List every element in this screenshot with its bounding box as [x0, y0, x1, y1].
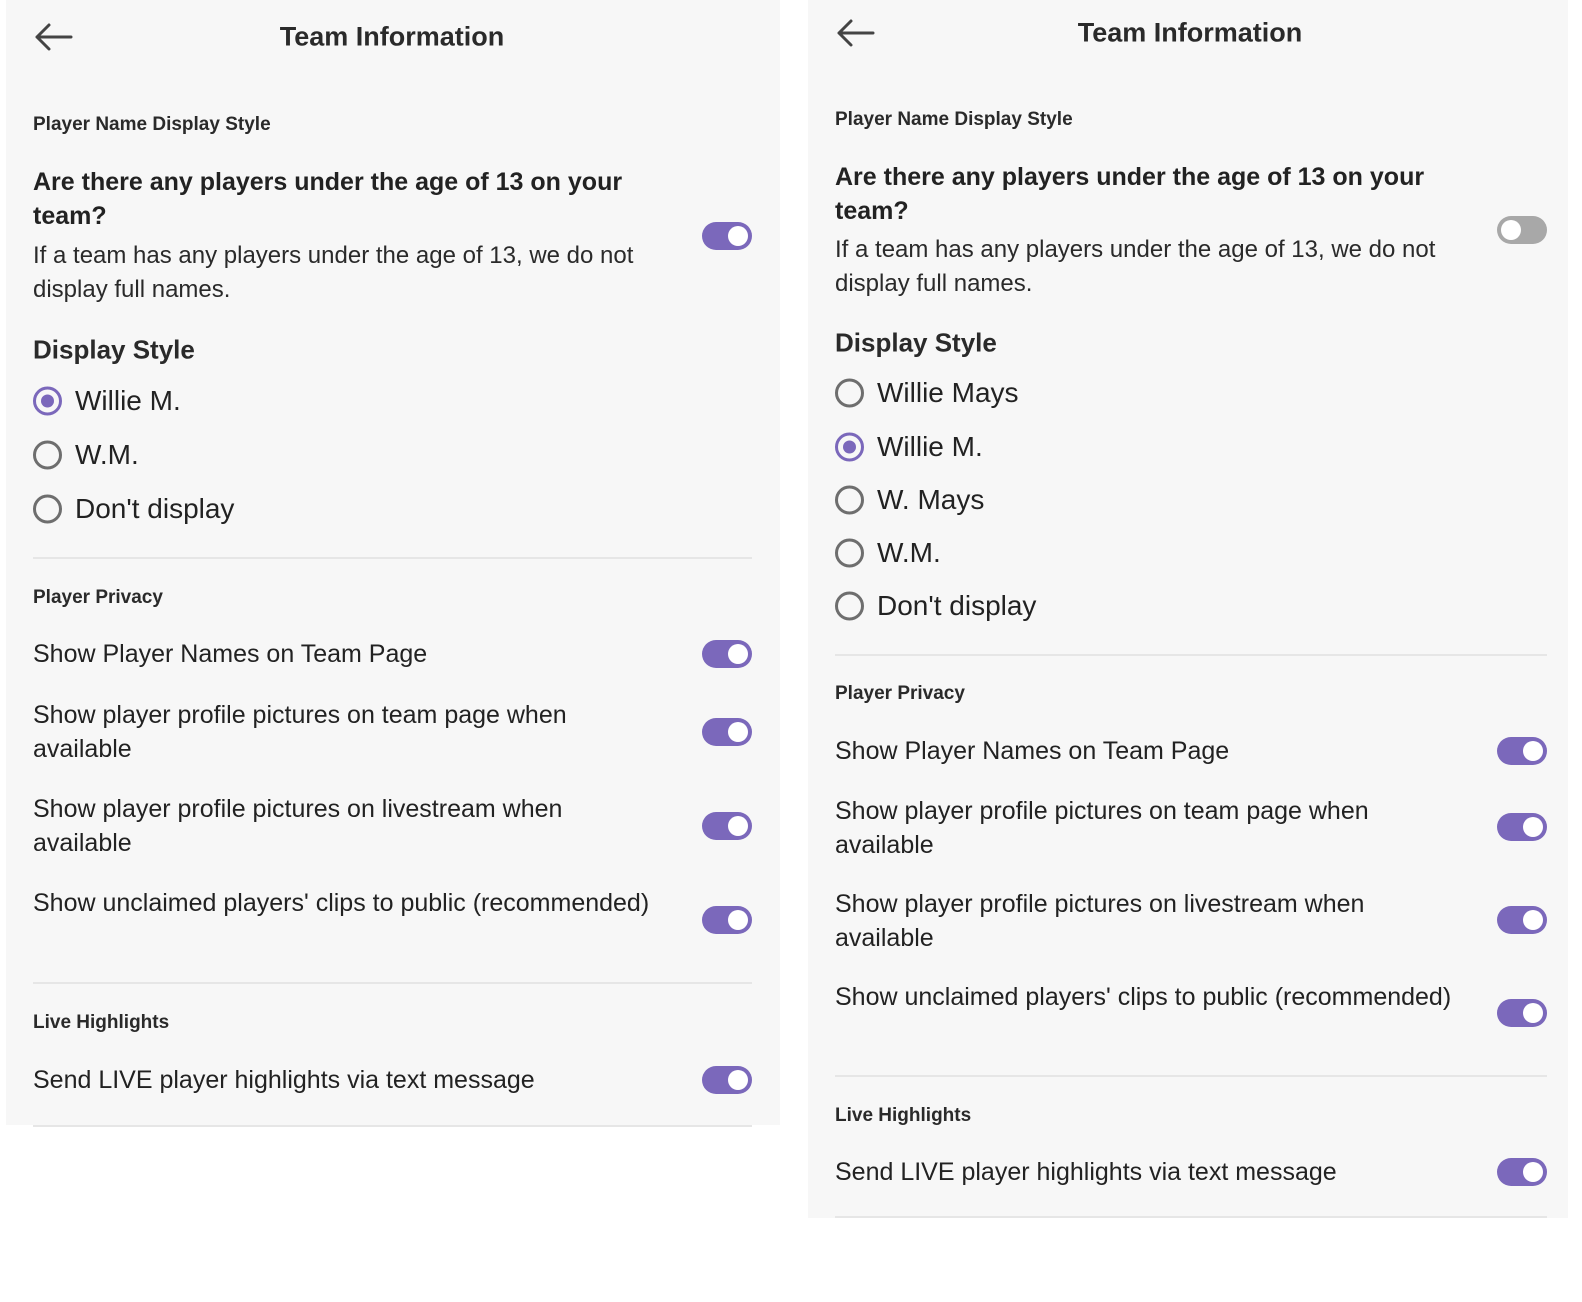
divider	[33, 1125, 752, 1127]
under-13-question: Are there any players under the age of 13 on your team?	[835, 163, 1425, 225]
radio-button[interactable]	[33, 441, 62, 470]
page-title: Team Information	[1077, 17, 1303, 48]
live-highlights-label: Send LIVE player highlights via text message	[835, 1158, 1337, 1186]
radio-button[interactable]	[835, 379, 864, 408]
radio-button[interactable]	[835, 486, 864, 515]
arrow-left-icon	[33, 22, 73, 52]
live-highlights-toggle[interactable]	[1497, 1158, 1547, 1186]
privacy-toggle[interactable]	[702, 718, 752, 746]
page-title: Team Information	[279, 21, 505, 52]
under-13-question: Are there any players under the age of 13 on your team?	[33, 168, 623, 230]
radio-label[interactable]: Willie M.	[75, 385, 181, 416]
radio-label[interactable]: Don't display	[877, 590, 1037, 621]
display-style-heading: Display Style	[835, 327, 997, 358]
section-header-player-privacy: Player Privacy	[33, 587, 163, 608]
radio-label[interactable]: W. Mays	[877, 484, 985, 515]
privacy-setting-label: Show Player Names on Team Page	[835, 737, 1230, 765]
privacy-toggle[interactable]	[702, 906, 752, 934]
privacy-toggle[interactable]	[1497, 737, 1547, 765]
privacy-toggle[interactable]	[1497, 813, 1547, 841]
arrow-left-icon	[835, 18, 875, 48]
privacy-toggle[interactable]	[1497, 906, 1547, 934]
divider	[835, 1216, 1547, 1218]
privacy-setting-label: Show player profile pictures on livestream when available	[33, 795, 563, 857]
privacy-toggle[interactable]	[702, 640, 752, 668]
live-highlights-label: Send LIVE player highlights via text message	[33, 1066, 535, 1094]
section-header-live-highlights: Live Highlights	[835, 1105, 972, 1126]
back-button[interactable]	[33, 22, 73, 52]
divider	[33, 557, 752, 559]
radio-label[interactable]: W.M.	[75, 439, 139, 470]
back-button[interactable]	[835, 18, 875, 48]
radio-button[interactable]	[835, 433, 864, 462]
radio-label[interactable]: Willie Mays	[877, 377, 1019, 408]
radio-button[interactable]	[835, 539, 864, 568]
divider	[33, 982, 752, 984]
radio-button[interactable]	[33, 387, 62, 416]
privacy-toggle[interactable]	[1497, 999, 1547, 1027]
section-header-player-privacy: Player Privacy	[835, 683, 965, 704]
privacy-setting-label: Show player profile pictures on livestream when available	[835, 890, 1365, 952]
under-13-description: If a team has any players under the age of 13, we do not display full names.	[33, 242, 634, 303]
live-highlights-toggle[interactable]	[702, 1066, 752, 1094]
privacy-setting-label: Show player profile pictures on team page when available	[33, 701, 567, 763]
radio-button[interactable]	[33, 495, 62, 524]
display-style-heading: Display Style	[33, 334, 195, 365]
privacy-setting-label: Show Player Names on Team Page	[33, 640, 428, 668]
section-header-name-display: Player Name Display Style	[835, 109, 1073, 130]
divider	[835, 654, 1547, 656]
under-13-toggle[interactable]	[702, 222, 752, 250]
under-13-description: If a team has any players under the age of 13, we do not display full names.	[835, 236, 1436, 297]
section-header-live-highlights: Live Highlights	[33, 1012, 170, 1033]
privacy-toggle[interactable]	[702, 812, 752, 840]
under-13-toggle[interactable]	[1497, 216, 1547, 244]
privacy-setting-label: Show unclaimed players' clips to public (recommended)	[835, 983, 1452, 1011]
radio-label[interactable]: W.M.	[877, 537, 941, 568]
privacy-setting-label: Show player profile pictures on team page when available	[835, 797, 1369, 859]
privacy-setting-label: Show unclaimed players' clips to public (recommended)	[33, 889, 650, 917]
section-header-name-display: Player Name Display Style	[33, 114, 271, 135]
radio-button[interactable]	[835, 592, 864, 621]
radio-label[interactable]: Willie M.	[877, 431, 983, 462]
divider	[835, 1075, 1547, 1077]
radio-label[interactable]: Don't display	[75, 493, 235, 524]
